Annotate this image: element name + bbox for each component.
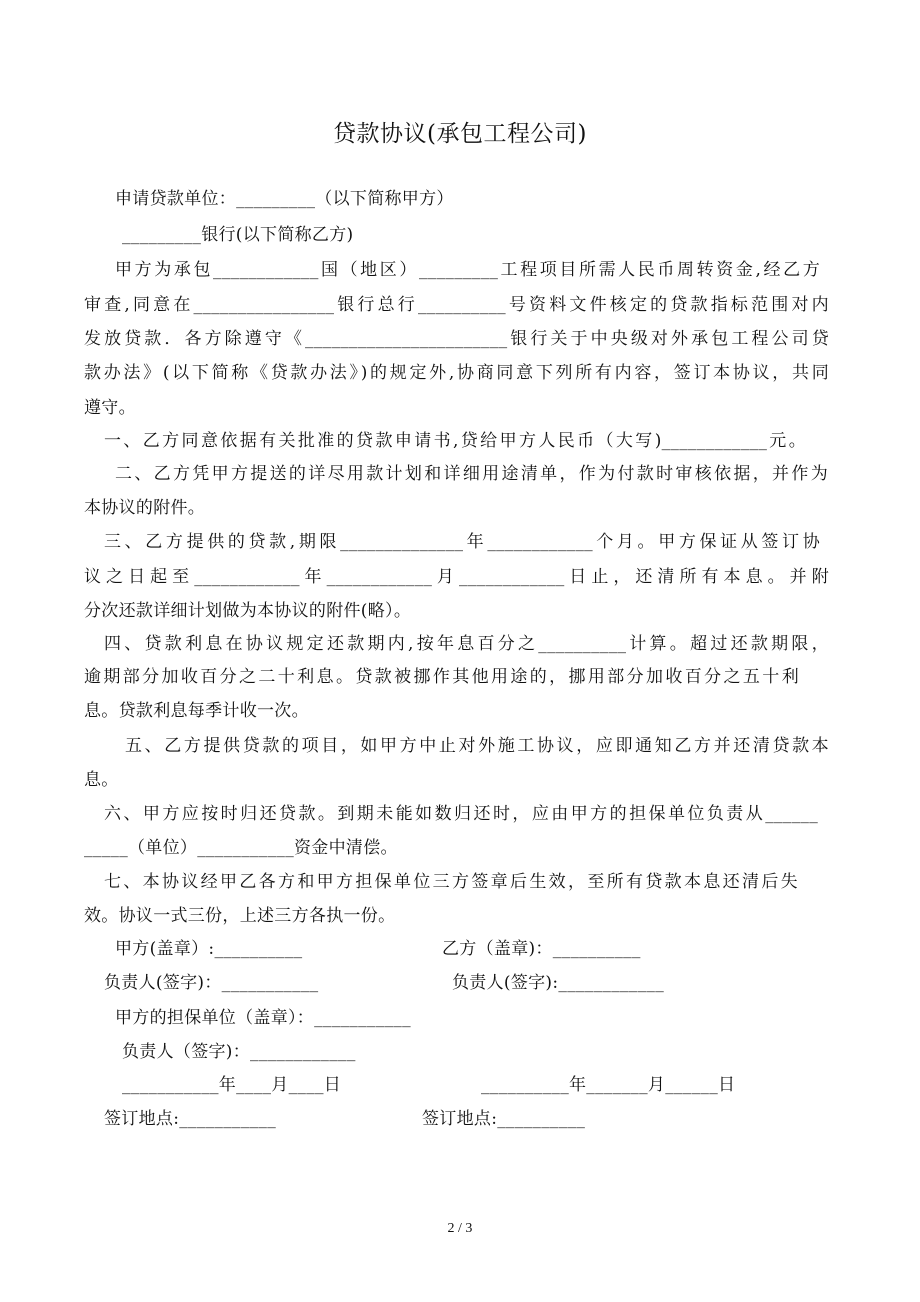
- date-left: ___________年____月____日: [122, 1075, 342, 1095]
- body-line: 四、贷款利息在协议规定还款期内,按年息百分之__________计算。超过还款期限，: [104, 634, 829, 654]
- party-b-seal: 乙方（盖章)：__________: [442, 939, 641, 959]
- body-line: 逾期部分加收百分之二十利息。贷款被挪作其他用途的，挪用部分加收百分之五十利: [84, 667, 799, 687]
- body-line: 一、乙方同意依据有关批准的贷款申请书,贷给甲方人民币（大写)____________元。: [104, 431, 806, 451]
- document-title: 贷款协议(承包工程公司): [333, 121, 587, 147]
- body-line: 分次还款详细计划做为本协议的附件(略）。: [84, 601, 412, 621]
- guarantor-signer: 负责人（签字)：____________: [122, 1042, 356, 1062]
- body-line: 二、乙方凭甲方提送的详尽用款计划和详细用途清单，作为付款时审核依据，并作为: [115, 464, 828, 484]
- body-line: 三、乙方提供的贷款,期限______________年____________个月。甲方保证从签订协: [104, 532, 820, 552]
- body-line: _________银行(以下简称乙方): [122, 225, 354, 245]
- body-line: 款办法》(以下简称《贷款办法》)的规定外,协商同意下列所有内容，签订本协议，共同: [84, 363, 829, 383]
- body-line: 遵守。: [84, 398, 136, 418]
- body-line: 息。: [84, 770, 119, 790]
- guarantor-seal: 甲方的担保单位（盖章）：___________: [115, 1008, 411, 1028]
- body-line: 本协议的附件。: [84, 498, 206, 518]
- body-line: 议之日起至____________年____________月____________日止，还清所有本息。并附: [84, 567, 829, 587]
- body-line: 五、乙方提供贷款的项目，如甲方中止对外施工协议，应即通知乙方并还清贷款本: [125, 736, 829, 756]
- body-line: 审查,同意在________________银行总行__________号资料文件核定的贷款指标范围对内: [84, 295, 829, 315]
- body-line: 甲方为承包____________国（地区）_________工程项目所需人民币周转资金,经乙方: [115, 260, 820, 280]
- party-b-signer: 负责人(签字):____________: [452, 973, 664, 993]
- body-line: 效。协议一式三份，上述三方各执一份。: [84, 906, 396, 926]
- place-left: 签订地点:___________: [104, 1109, 277, 1129]
- body-line: 七、本协议经甲乙各方和甲方担保单位三方签章后生效，至所有贷款本息还清后失: [104, 872, 798, 892]
- date-right: __________年_______月______日: [481, 1075, 736, 1095]
- body-line: 申请贷款单位：_________（以下简称甲方）: [115, 189, 454, 209]
- body-line: 六、甲方应按时归还贷款。到期未能如数归还时，应由甲方的担保单位负责从______: [104, 804, 818, 824]
- party-a-signer: 负责人(签字)：___________: [104, 973, 319, 993]
- body-line: _____（单位）___________资金中清偿。: [84, 838, 398, 858]
- page-number: 2 / 3: [447, 1221, 473, 1236]
- party-a-seal: 甲方(盖章）:__________: [115, 939, 303, 959]
- body-line: 发放贷款．各方除遵守《_______________________银行关于中央级对外承包工程公司贷: [84, 329, 829, 349]
- body-line: 息。贷款利息每季计收一次。: [84, 701, 309, 721]
- place-right: 签订地点:__________: [422, 1109, 586, 1129]
